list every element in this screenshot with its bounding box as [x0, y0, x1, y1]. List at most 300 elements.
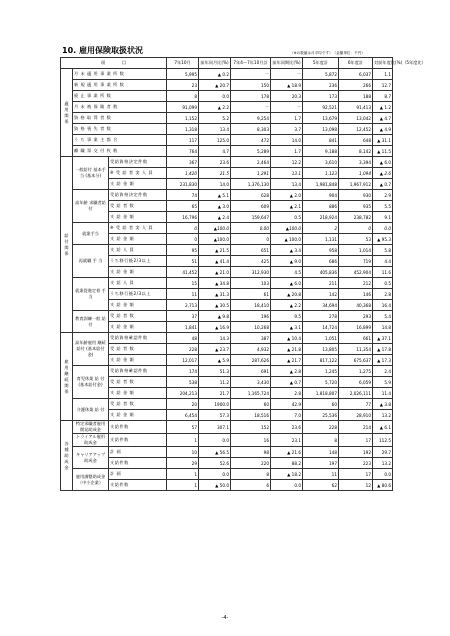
cell-value: 16,899 — [339, 322, 373, 333]
cell-value: 2 — [303, 223, 339, 234]
cell-value: 18,516 — [231, 410, 271, 421]
cell-value: 6,059 — [339, 377, 373, 388]
cell-value: 1,094 — [339, 168, 373, 179]
row-label: 受給資格決定件数 — [109, 190, 167, 201]
cell-value: 0.5 — [373, 278, 393, 289]
row-label: 新 規 適 用 事 業 所 数 — [73, 80, 167, 91]
table-row — [61, 157, 393, 168]
cell-value: 7.0 — [271, 410, 303, 421]
cell-value: 42.9 — [271, 399, 303, 410]
table-row — [61, 355, 393, 366]
cell-value: 91,099 — [167, 102, 199, 113]
cell-value: 9,254 — [231, 113, 271, 124]
cell-value: ▲ 2.4 — [199, 212, 231, 223]
cell-value: 5,289 — [231, 146, 271, 157]
table-row — [61, 311, 393, 322]
subgroup-label: 育児休業 給 付 (基本給付金) — [73, 366, 109, 399]
cell-value: 2,464 — [231, 157, 271, 168]
cell-value: 1 — [167, 434, 199, 447]
cell-value: ▲ 21.5 — [199, 245, 231, 256]
cell-value: 1 — [167, 480, 199, 491]
cell-value: 40,368 — [339, 300, 373, 311]
cell-value: 3,430 — [231, 377, 271, 388]
row-label: 受給資格確認件数 — [109, 333, 167, 344]
cell-value: 0.0 — [199, 434, 231, 447]
cell-value: ▲ 21.0 — [199, 267, 231, 278]
subgroup-label: 雇用調整助成金（中小企業） — [73, 469, 109, 491]
cell-value: 886 — [303, 201, 339, 212]
table-row — [61, 480, 393, 491]
row-label: 支 給 人 員 — [109, 245, 167, 256]
cell-value: 21.7 — [199, 388, 231, 399]
cell-value: 220 — [231, 458, 271, 469]
cell-value: 287,626 — [231, 355, 271, 366]
subgroup-label: 高年齢雇用 継続給付 (基本給付金) — [73, 333, 109, 366]
table-row — [61, 434, 393, 447]
cell-value: 10 — [167, 447, 199, 458]
subgroup-label: 介護休業 給 付 — [73, 399, 109, 421]
cell-value: 34,694 — [303, 300, 339, 311]
cell-value: 6,037 — [339, 69, 373, 80]
row-label: うち移行後2/3以上 — [109, 256, 167, 267]
cell-value: 0 — [339, 223, 373, 234]
cell-value: 16,796 — [167, 212, 199, 223]
table-row — [61, 113, 393, 124]
cell-value: 0.0 — [373, 223, 393, 234]
cell-value: 13.1 — [271, 168, 303, 179]
page-title: 10. 雇用保険取扱状況 — [62, 46, 143, 55]
cell-value: 1,376,130 — [231, 179, 271, 190]
cell-value: 3.7 — [271, 124, 303, 135]
cell-value: 21.5 — [199, 168, 231, 179]
row-label: 計 画 — [109, 469, 167, 480]
cell-value: 52.6 — [199, 458, 231, 469]
table-row — [61, 300, 393, 311]
cell-value: 17 — [339, 434, 373, 447]
row-label: 受 給 者 数 — [109, 344, 167, 355]
cell-value: 0.00 — [231, 223, 271, 234]
table-row — [61, 388, 393, 399]
table-row — [61, 377, 393, 388]
table-row — [61, 344, 393, 355]
cell-value: ▲ 2.0 — [271, 190, 303, 201]
cell-value: 197 — [303, 458, 339, 469]
cell-value: 628 — [231, 190, 271, 201]
cell-value: 13.2 — [373, 458, 393, 469]
cell-value: 211 — [303, 278, 339, 289]
cell-value: 5,995 — [167, 69, 199, 80]
cell-value: 8,142 — [339, 146, 373, 157]
cell-value: 12.7 — [373, 80, 393, 91]
row-label: 受 給 者 数 — [109, 311, 167, 322]
cell-value: 0 — [231, 234, 271, 245]
cell-value: ▲ 23.7 — [199, 344, 231, 355]
cell-value: 11.6 — [373, 267, 393, 278]
cell-value: 10,268 — [231, 322, 271, 333]
cell-value: 312,930 — [231, 267, 271, 278]
group-label: 給 付 関 係 — [61, 157, 73, 333]
cell-value: 8,303 — [231, 124, 271, 135]
cell-value: 15 — [167, 278, 199, 289]
cell-value: 12 — [339, 480, 373, 491]
cell-value: 62 — [303, 480, 339, 491]
cell-value: ▲ 3.4 — [271, 245, 303, 256]
cell-value: 307.1 — [199, 421, 231, 434]
cell-value: 41,452 — [167, 267, 199, 278]
row-label: ※ 受 給 者 実 人 員 — [109, 223, 167, 234]
cell-value: 1,841 — [167, 322, 199, 333]
cell-value: ▲ 10.4 — [271, 333, 303, 344]
cell-value: 11.4 — [373, 388, 393, 399]
table-row — [61, 190, 393, 201]
cell-value: 53 — [339, 234, 373, 245]
row-label: 支 給 人 員 — [109, 278, 167, 289]
cell-value: ▲100.0 — [199, 234, 231, 245]
row-label: 支 給 金 額 — [109, 212, 167, 223]
cell-value: ▲ 95.3 — [373, 234, 393, 245]
cell-value: ▲ 6.1 — [373, 421, 393, 434]
cell-value: 57.3 — [199, 410, 231, 421]
cell-value: 2.8 — [373, 289, 393, 300]
cell-value: 5.9 — [373, 377, 393, 388]
row-label: うち移行後2/3以上 — [109, 289, 167, 300]
cell-value: ▲ 9.8 — [199, 311, 231, 322]
cell-value: 1,818,807 — [303, 388, 339, 399]
cell-value: 8.7 — [373, 91, 393, 102]
cell-value: 14.8 — [373, 322, 393, 333]
header-item: 項 目 — [61, 58, 167, 69]
row-label: 支 給 金 額 — [109, 300, 167, 311]
cell-value: 609 — [231, 201, 271, 212]
cell-value: ▲ 2.1 — [271, 201, 303, 212]
cell-value: 74 — [167, 190, 199, 201]
cell-value: ▲ 20.7 — [199, 80, 231, 91]
cell-value: 95 — [167, 245, 199, 256]
cell-value: 11 — [303, 469, 339, 480]
row-label: 受 給 者 数 — [109, 201, 167, 212]
row-label: 受給資格決定件数 — [109, 157, 167, 168]
row-label: 計 画 — [109, 447, 167, 458]
cell-value: 12.2 — [271, 157, 303, 168]
table-row — [61, 289, 393, 300]
page-number: -4- — [221, 615, 229, 621]
cell-value: 1,981,848 — [303, 179, 339, 190]
cell-value: － — [231, 69, 271, 80]
cell-value: 14.0 — [199, 179, 231, 190]
cell-value: ▲100.0 — [271, 223, 303, 234]
cell-value: 266 — [339, 80, 373, 91]
cell-value: ▲ 0.7 — [271, 377, 303, 388]
table-row — [61, 179, 393, 190]
cell-value: ▲ 31.3 — [199, 289, 231, 300]
cell-value: 88.2 — [271, 458, 303, 469]
cell-value: 20 — [167, 399, 199, 410]
header-c1: 7年10月 — [167, 58, 199, 69]
cell-value: ▲ 17.3 — [373, 355, 393, 366]
cell-value: 238,782 — [339, 212, 373, 223]
cell-value: ▲ 0.2 — [199, 69, 231, 80]
subgroup-label: 就業手当 — [73, 223, 109, 245]
cell-value: 23 — [167, 80, 199, 91]
cell-value: 212 — [339, 278, 373, 289]
row-label: う ち 事 業 主 都 合 — [73, 135, 167, 146]
cell-value: ▲ 80.6 — [373, 480, 393, 491]
cell-value: 4.5 — [271, 267, 303, 278]
cell-value: 57 — [167, 421, 199, 434]
cell-value: 218,924 — [303, 212, 339, 223]
row-label: 支 給 金 額 — [109, 388, 167, 399]
cell-value: 764 — [167, 146, 199, 157]
cell-value: 930 — [339, 190, 373, 201]
row-label: 支給件数 — [109, 434, 167, 447]
cell-value: 146 — [339, 289, 373, 300]
cell-value: 2.9 — [373, 190, 393, 201]
cell-value: 196 — [231, 311, 271, 322]
insurance-table — [60, 57, 426, 491]
cell-value: 4,932 — [231, 344, 271, 355]
cell-value: 204,213 — [167, 388, 199, 399]
table-row — [61, 91, 393, 102]
subgroup-label: 教育訓練一般 給 付 — [73, 311, 109, 333]
cell-value: 5.2 — [199, 113, 231, 124]
cell-value: 13,042 — [339, 113, 373, 124]
row-label: 支 給 金 額 — [109, 179, 167, 190]
cell-value: 6 — [231, 480, 271, 491]
cell-value: 538 — [167, 377, 199, 388]
cell-value: ▲ 4.9 — [373, 124, 393, 135]
cell-value: 29.7 — [373, 447, 393, 458]
subgroup-label: 高年齢 求職者給付 — [73, 190, 109, 223]
subgroup-label: 特定求職者雇用開発助成金 — [73, 421, 109, 434]
cell-value: 14.3 — [199, 333, 231, 344]
row-label: 資 格 取 得 者 数 — [73, 113, 167, 124]
cell-value: ▲ 4.7 — [373, 113, 393, 124]
cell-value: 77 — [339, 399, 373, 410]
row-label: 受 給 者 数 — [109, 377, 167, 388]
row-label: 離 職 票 交 付 枚 数 — [73, 146, 167, 157]
cell-value: 691 — [231, 366, 271, 377]
cell-value: ▲ 1.2 — [373, 102, 393, 113]
cell-value: 1,051 — [303, 333, 339, 344]
cell-value: 61 — [231, 289, 271, 300]
table-row — [61, 168, 393, 179]
cell-value: 1,152 — [167, 113, 199, 124]
cell-value: 112.5 — [373, 434, 393, 447]
subgroup-label: 再就職 手 当 — [73, 245, 109, 278]
cell-value: 48 — [167, 333, 199, 344]
cell-value: ▲ 6.0 — [373, 157, 393, 168]
cell-value: ▲ 5.9 — [199, 355, 231, 366]
cell-value: － — [231, 102, 271, 113]
cell-value: 651 — [231, 245, 271, 256]
table-row — [61, 322, 393, 333]
cell-value: 3,610 — [303, 157, 339, 168]
table-row — [61, 333, 393, 344]
row-label: 資 格 喪 失 者 数 — [73, 124, 167, 135]
cell-value: 228 — [167, 344, 199, 355]
cell-value: ▲ 16.9 — [199, 322, 231, 333]
cell-value: 8 — [231, 469, 271, 480]
cell-value: 152 — [231, 421, 271, 434]
cell-value: 150 — [231, 80, 271, 91]
cell-value: 173 — [303, 91, 339, 102]
cell-value: 686 — [303, 256, 339, 267]
table-row — [61, 410, 393, 421]
cell-value: 0 — [167, 234, 199, 245]
row-label: 支 給 金 額 — [109, 267, 167, 278]
cell-value: 719 — [339, 256, 373, 267]
cell-value: ▲ 31.1 — [373, 135, 393, 146]
cell-value: 14.0 — [271, 135, 303, 146]
cell-value: 92,521 — [303, 102, 339, 113]
table-row — [61, 201, 393, 212]
cell-value: 6,454 — [167, 410, 199, 421]
row-label: 月 末 適 用 事 業 所 数 — [73, 69, 167, 80]
cell-value: ▲ 21.7 — [271, 355, 303, 366]
cell-value: 1,165,724 — [231, 388, 271, 399]
cell-value: ▲ 18.2 — [271, 469, 303, 480]
row-label: 受 給 者 数 — [109, 399, 167, 410]
cell-value: 0.0 — [199, 91, 231, 102]
cell-value: 4.4 — [373, 256, 393, 267]
cell-value: 231,830 — [167, 179, 199, 190]
table-row — [61, 399, 393, 410]
cell-value: 1.7 — [271, 113, 303, 124]
table-row — [61, 146, 393, 157]
cell-value: 675,637 — [339, 355, 373, 366]
cell-value: 1,275 — [339, 366, 373, 377]
row-label: 支 給 金 額 — [109, 234, 167, 245]
header-c6: 6年度計 — [339, 58, 373, 69]
cell-value: 9.1 — [373, 212, 393, 223]
cell-value: 65 — [167, 201, 199, 212]
cell-value: 0 — [167, 223, 199, 234]
table-row — [61, 458, 393, 469]
row-label: 廃 止 事 業 所 数 — [73, 91, 167, 102]
cell-value: 5.8 — [373, 245, 393, 256]
table-row — [61, 469, 393, 480]
cell-value: 23.1 — [271, 434, 303, 447]
cell-value: 13.4 — [271, 179, 303, 190]
cell-value: 37 — [167, 311, 199, 322]
cell-value: 11,354 — [339, 344, 373, 355]
subgroup-label: トライアル雇用助成金 — [73, 434, 109, 447]
cell-value: 3,394 — [339, 157, 373, 168]
cell-value: ▲ 18.9 — [271, 80, 303, 91]
cell-value: ▲ 34.8 — [199, 278, 231, 289]
table-row — [61, 267, 393, 278]
cell-value: ▲ 21.8 — [271, 344, 303, 355]
cell-value: 60 — [231, 399, 271, 410]
cell-value: 0.5 — [271, 212, 303, 223]
cell-value: 1900.0 — [199, 399, 231, 410]
cell-value: ▲ 2.2 — [199, 102, 231, 113]
table-row — [61, 366, 393, 377]
cell-value: 5,872 — [303, 69, 339, 80]
cell-value: ▲ 0.7 — [373, 179, 393, 190]
cell-value: 278 — [303, 311, 339, 322]
cell-value: ▲ 100.0 — [271, 234, 303, 245]
table-row — [61, 124, 393, 135]
table-row — [61, 421, 393, 434]
cell-value: 12,017 — [167, 355, 199, 366]
cell-value: 23.6 — [199, 157, 231, 168]
subgroup-label: キャリアアップ助成金 — [73, 447, 109, 469]
row-label: 支給件数 — [109, 421, 167, 434]
subgroup-label: 就業促進定着 手 当 — [73, 278, 109, 311]
cell-value: ▲ 6.0 — [271, 278, 303, 289]
group-label: 雇 用 継 続 関 係 — [61, 333, 73, 421]
cell-value: 841 — [303, 135, 339, 146]
row-label: 支 給 金 額 — [109, 410, 167, 421]
table-row — [61, 69, 393, 80]
row-label: 受給資格確認件数 — [109, 366, 167, 377]
cell-value: 387 — [231, 333, 271, 344]
cell-value: ▲ 11.5 — [373, 146, 393, 157]
cell-value: ▲ 2.8 — [271, 366, 303, 377]
cell-value: ▲ 56.5 — [199, 447, 231, 458]
group-label: 各 種 助 成 金 — [61, 421, 73, 491]
cell-value: 9,188 — [303, 146, 339, 157]
cell-value: 661 — [339, 333, 373, 344]
cell-value: ▲ 17.8 — [373, 344, 393, 355]
cell-value: ▲ 2.6 — [373, 168, 393, 179]
row-label: ※ 受 給 者 実 人 員 — [109, 168, 167, 179]
cell-value: 51.3 — [199, 366, 231, 377]
row-label: 支 給 金 額 — [109, 322, 167, 333]
cell-value: 125.0 — [199, 135, 231, 146]
row-label: 支給件数 — [109, 480, 167, 491]
cell-value: 98 — [231, 447, 271, 458]
cell-value: 1,291 — [231, 168, 271, 179]
cell-value: － — [271, 69, 303, 80]
cell-value: 178 — [231, 91, 271, 102]
cell-value: 13,679 — [303, 113, 339, 124]
cell-value: 192 — [339, 447, 373, 458]
cell-value: 1,967,912 — [339, 179, 373, 190]
table-row — [61, 245, 393, 256]
row-label: 支 給 金 額 — [109, 355, 167, 366]
cell-value: 12,452 — [339, 124, 373, 135]
table-header — [61, 58, 393, 69]
cell-value: 2.4 — [373, 366, 393, 377]
cell-value: 214 — [339, 421, 373, 434]
row-label: 支給件数 — [109, 458, 167, 469]
cell-value: 5,720 — [303, 377, 339, 388]
cell-value: 188 — [339, 91, 373, 102]
group-label: 適 用 関 係 — [61, 69, 73, 157]
cell-value: 13,805 — [303, 344, 339, 355]
cell-value: 174 — [167, 366, 199, 377]
cell-value: 648 — [339, 135, 373, 146]
cell-value: 2.8 — [271, 388, 303, 399]
cell-value: 228 — [303, 421, 339, 434]
cell-value: 2,713 — [167, 300, 199, 311]
cell-value: 367 — [167, 157, 199, 168]
cell-value: 148 — [303, 447, 339, 458]
cell-value: 405,836 — [303, 267, 339, 278]
table-row — [61, 223, 393, 234]
cell-value: ▲ 9.0 — [271, 256, 303, 267]
cell-value: ▲ 21.6 — [271, 447, 303, 458]
cell-value: 0.0 — [373, 469, 393, 480]
cell-value: 958 — [303, 245, 339, 256]
table-row — [61, 278, 393, 289]
cell-value: ▲ 3.8 — [373, 399, 393, 410]
cell-value: 1 — [167, 469, 199, 480]
header-c3: 7年4～7年10月計 — [231, 58, 271, 69]
cell-value: 425 — [231, 256, 271, 267]
